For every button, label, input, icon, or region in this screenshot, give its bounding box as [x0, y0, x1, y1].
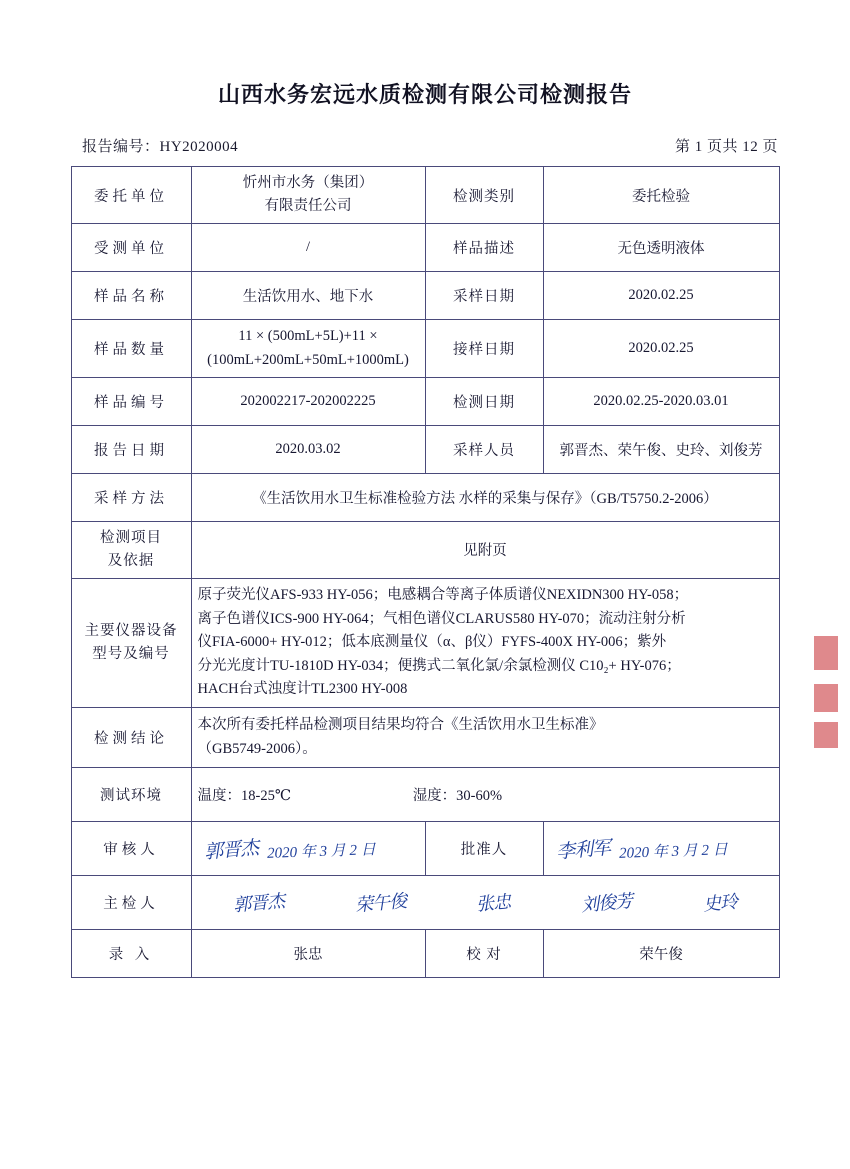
table-row	[71, 521, 779, 578]
sample-desc-value: 无色透明液体	[543, 224, 779, 272]
sample-name-value: 生活饮用水、地下水	[191, 272, 425, 320]
test-items-label	[71, 521, 191, 578]
test-date-label: 检测日期	[425, 377, 543, 425]
tested-unit-label: 受测单位	[71, 224, 191, 272]
table-row	[71, 821, 779, 875]
approver-date: 2020 年 3 月 2 日	[618, 841, 729, 862]
inspector-signature: 荣午俊	[354, 891, 407, 917]
table-row	[71, 579, 779, 707]
entry-label: 录 入	[71, 929, 191, 977]
sampling-date-label: 采样日期	[425, 272, 543, 320]
reviewer-signature: 郭晋杰	[202, 836, 259, 864]
red-stamp-mark	[814, 636, 838, 670]
approver-signature-cell	[543, 821, 779, 875]
instruments-label-line2: 型号及编号	[92, 645, 170, 662]
table-row	[71, 767, 779, 821]
instruments-line: 原子荧光仪AFS-933 HY-056；电感耦合等离子体质谱仪NEXIDN300 HY-058；	[197, 587, 689, 604]
inspector-signature: 刘俊芳	[580, 891, 634, 917]
reviewer-signature-cell	[191, 821, 425, 875]
instruments-line: HACH台式浊度计TL2300 HY-008	[197, 681, 408, 698]
reviewer-date: 2020 年 3 月 2 日	[266, 841, 377, 862]
sample-no-value: 202002217-202002225	[191, 377, 425, 425]
inspector-signature: 史玲	[702, 891, 739, 916]
test-items-label-line2: 及依据	[107, 552, 155, 569]
instruments-label-line1: 主要仪器设备	[84, 622, 178, 639]
test-items-label-line1: 检测项目	[100, 529, 162, 546]
table-row	[71, 377, 779, 425]
table-row	[71, 320, 779, 377]
conclusion-label: 检测结论	[71, 707, 191, 767]
client-label: 委托单位	[71, 167, 191, 224]
sampling-method-label: 采样方法	[71, 473, 191, 521]
test-type-value: 委托检验	[543, 167, 779, 224]
entry-value: 张忠	[191, 929, 425, 977]
conclusion-line1: 本次所有委托样品检测项目结果均符合《生活饮用水卫生标准》	[197, 716, 604, 733]
table-row	[71, 875, 779, 929]
sampler-value: 郭晋杰、荣午俊、史玲、刘俊芳	[543, 425, 779, 473]
tested-unit-value: /	[191, 224, 425, 272]
test-items-value: 见附页	[191, 521, 779, 578]
chief-inspector-label: 主检人	[71, 875, 191, 929]
sample-qty-line1: 11 × (500mL+5L)+11 ×	[238, 328, 378, 345]
table-row	[71, 167, 779, 224]
conclusion-line2: （GB5749-2006）。	[197, 741, 317, 758]
table-row	[71, 929, 779, 977]
table-row	[71, 473, 779, 521]
report-meta	[82, 135, 778, 156]
reviewer-label: 审核人	[71, 821, 191, 875]
approver-label: 批准人	[425, 821, 543, 875]
sample-name-label: 样品名称	[71, 272, 191, 320]
table-row	[71, 707, 779, 767]
environment-value	[191, 767, 779, 821]
test-date-value: 2020.02.25-2020.03.01	[543, 377, 779, 425]
report-table	[71, 166, 780, 978]
conclusion-value	[191, 707, 779, 767]
sample-qty-label: 样品数量	[71, 320, 191, 377]
sampler-label: 采样人员	[425, 425, 543, 473]
inspector-signature: 郭晋杰	[232, 891, 285, 917]
sampling-date-value: 2020.02.25	[543, 272, 779, 320]
client-value	[191, 167, 425, 224]
table-row	[71, 425, 779, 473]
instruments-value	[191, 579, 779, 707]
report-number-value: HY2020004	[159, 139, 239, 155]
approver-signature: 李利军	[554, 836, 611, 864]
receive-date-label: 接样日期	[425, 320, 543, 377]
report-date-label: 报告日期	[71, 425, 191, 473]
client-value-line1: 忻州市水务（集团）	[242, 175, 374, 191]
test-type-label: 检测类别	[425, 167, 543, 224]
environment-temperature: 温度：18-25℃	[197, 787, 292, 804]
client-value-line2: 有限责任公司	[264, 198, 352, 215]
sample-qty-line2: (100mL+200mL+50mL+1000mL)	[207, 351, 409, 368]
instruments-line: 分光光度计TU-1810D HY-034；便携式二氧化氯/余氯检测仪 C10₂+ HY-076；	[197, 657, 681, 674]
instruments-label	[71, 579, 191, 707]
report-date-value: 2020.03.02	[191, 425, 425, 473]
sample-qty-value	[191, 320, 425, 377]
environment-label: 测试环境	[71, 767, 191, 821]
table-row	[71, 272, 779, 320]
chief-inspector-signatures	[191, 875, 779, 929]
table-row	[71, 224, 779, 272]
proofread-label: 校 对	[425, 929, 543, 977]
report-number-label: 报告编号：	[82, 139, 160, 155]
red-stamp-mark	[814, 722, 838, 748]
inspector-signature: 张忠	[475, 891, 512, 916]
sample-no-label: 样品编号	[71, 377, 191, 425]
report-number	[82, 135, 238, 156]
red-stamp-mark	[814, 684, 838, 712]
sample-desc-label: 样品描述	[425, 224, 543, 272]
instruments-line: 仪FIA-6000+ HY-012；低本底测量仪（α、β仪）FYFS-400X HY-006；紫外	[197, 634, 667, 651]
page-title: 山西水务宏远水质检测有限公司检测报告	[217, 82, 632, 107]
proofread-value: 荣午俊	[543, 929, 779, 977]
environment-humidity: 湿度：30-60%	[412, 787, 503, 804]
instruments-line: 离子色谱仪ICS-900 HY-064；气相色谱仪CLARUS580 HY-070；流动注射分析	[197, 610, 686, 627]
sampling-method-value: 《生活饮用水卫生标准检验方法 水样的采集与保存》（GB/T5750.2-2006）	[191, 473, 779, 521]
receive-date-value: 2020.02.25	[543, 320, 779, 377]
page-number: 第 1 页共 12 页	[674, 139, 778, 155]
